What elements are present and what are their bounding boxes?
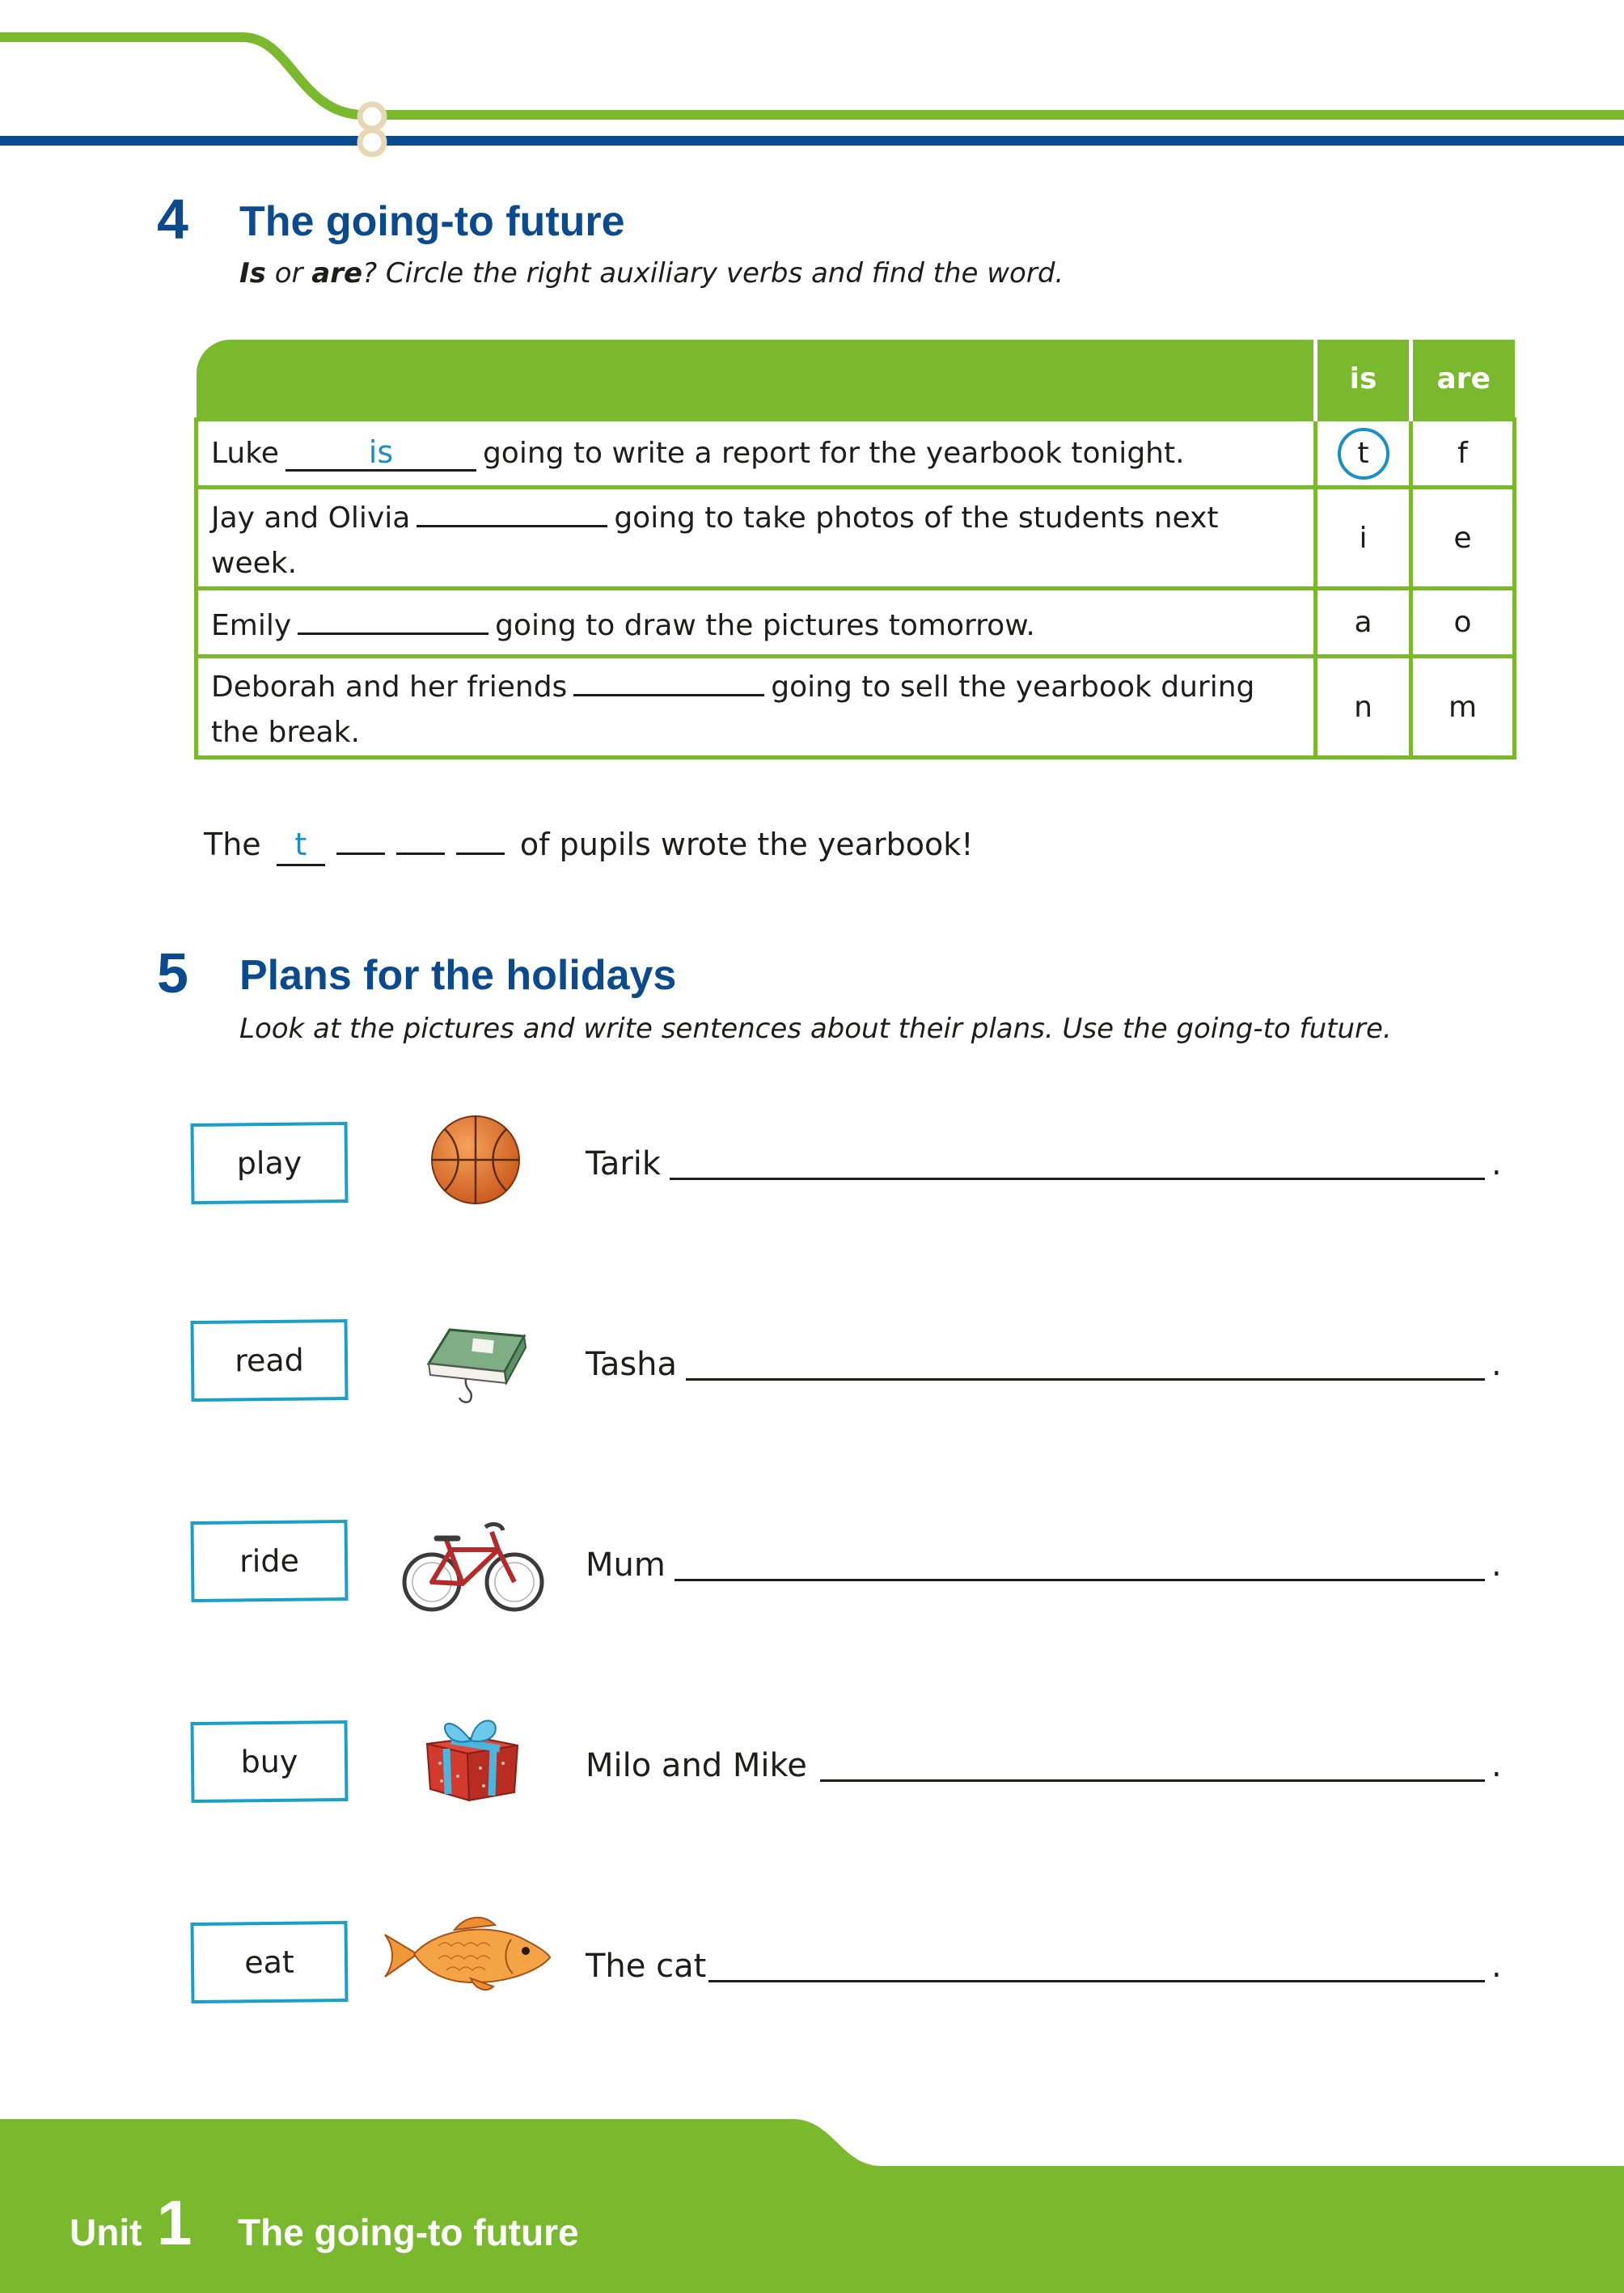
answer-line[interactable] xyxy=(675,1579,1485,1581)
letter-slot[interactable]: t xyxy=(277,828,325,866)
footer-band xyxy=(0,2119,1624,2293)
verb-box: play xyxy=(190,1122,348,1204)
subject-label: Milo and Mike xyxy=(586,1747,807,1784)
gap-answer[interactable] xyxy=(298,597,488,635)
answer-line[interactable] xyxy=(708,1980,1485,1982)
instruction-bold-are: are xyxy=(311,257,363,290)
letter-cell-is[interactable]: i xyxy=(1316,488,1411,589)
answer-line[interactable] xyxy=(820,1779,1485,1782)
sentence-rest: going to draw the pictures tomorrow. xyxy=(495,608,1035,642)
full-stop: . xyxy=(1491,1747,1502,1784)
bicycle-icon xyxy=(401,1516,545,1614)
exercise-4-instruction xyxy=(239,256,1064,291)
table-row xyxy=(197,589,1515,657)
table-row xyxy=(197,488,1515,589)
letter-slot[interactable] xyxy=(336,817,385,855)
letter-cell-are[interactable]: e xyxy=(1411,488,1515,589)
exercise-5-instruction: Look at the pictures and write sentences about their plans. Use the going-to future. xyxy=(239,1013,1392,1045)
subject-label: The cat xyxy=(586,1948,707,1985)
header-decoration xyxy=(0,0,1624,170)
circled-letter[interactable]: t xyxy=(1338,428,1389,480)
footer-title: The going-to future xyxy=(238,2211,579,2253)
sentence-rest: going to write a report for the yearbook tonight. xyxy=(482,436,1185,470)
verb-box: buy xyxy=(190,1720,348,1803)
letter-cell-is[interactable]: a xyxy=(1316,589,1411,657)
letter-cell-is[interactable] xyxy=(1316,420,1411,488)
sentence-subject: Luke xyxy=(211,436,279,470)
footer-unit-number: 1 xyxy=(157,2187,192,2258)
letter-cell-is[interactable]: n xyxy=(1316,657,1411,758)
answer-line[interactable] xyxy=(686,1378,1485,1381)
letter-cell-are[interactable]: f xyxy=(1411,420,1515,488)
table-header-sentence xyxy=(197,340,1316,420)
letter-slot[interactable] xyxy=(396,817,445,855)
sentence-cell xyxy=(197,420,1316,488)
subject-label: Tasha xyxy=(586,1346,678,1383)
sentence-cell xyxy=(197,589,1316,657)
subject-label: Mum xyxy=(586,1546,666,1584)
exercise-5-number: 5 xyxy=(157,941,188,1005)
sentence-subject: Emily xyxy=(211,608,292,642)
instruction-or: or xyxy=(265,257,312,290)
letter-cell-are[interactable]: o xyxy=(1411,589,1515,657)
gift-icon xyxy=(419,1711,522,1804)
verb-box: read xyxy=(190,1319,348,1402)
sentence-cell xyxy=(197,488,1316,589)
exercise-5-title: Plans for the holidays xyxy=(239,952,677,999)
full-stop: . xyxy=(1491,1546,1502,1584)
sentence-subject: Jay and Olivia xyxy=(211,501,411,535)
full-stop: . xyxy=(1491,1346,1502,1383)
basketball-icon xyxy=(427,1111,524,1208)
auxiliary-verb-table xyxy=(194,340,1516,759)
table-header-are: are xyxy=(1411,340,1515,420)
sentence-rest: going to take photos of the students next week. xyxy=(211,501,1219,580)
gap-answer[interactable]: is xyxy=(285,434,476,472)
hidden-word-sentence xyxy=(204,817,973,867)
verb-box: eat xyxy=(190,1921,348,2003)
exercise-4-title: The going-to future xyxy=(239,198,625,245)
gap-answer[interactable] xyxy=(417,489,607,527)
table-row xyxy=(197,657,1515,758)
letter-slot[interactable] xyxy=(456,817,505,855)
sentence-rest: going to sell the yearbook during the break. xyxy=(211,671,1255,749)
full-stop: . xyxy=(1491,1948,1502,1985)
exercise-4-number: 4 xyxy=(157,188,188,251)
gap-answer[interactable] xyxy=(573,658,764,696)
verb-box: ride xyxy=(190,1520,348,1602)
instruction-bold-is: Is xyxy=(239,257,266,290)
instruction-rest: ? Circle the right auxiliary verbs and find the word. xyxy=(362,257,1064,290)
sentence-cell xyxy=(197,657,1316,758)
fish-icon xyxy=(382,1910,553,1998)
sentence-subject: Deborah and her friends xyxy=(211,671,568,704)
book-icon xyxy=(417,1318,534,1407)
footer-unit-label: Unit xyxy=(70,2211,142,2253)
table-header-is: is xyxy=(1316,340,1411,420)
letter-cell-are[interactable]: m xyxy=(1411,657,1515,758)
table-row xyxy=(197,420,1515,488)
full-stop: . xyxy=(1491,1145,1502,1182)
answer-line[interactable] xyxy=(670,1178,1485,1180)
subject-label: Tarik xyxy=(586,1145,662,1182)
ring-icon xyxy=(360,104,384,154)
hidden-word-prefix: The xyxy=(204,827,261,862)
hidden-word-suffix: of pupils wrote the yearbook! xyxy=(519,827,974,862)
